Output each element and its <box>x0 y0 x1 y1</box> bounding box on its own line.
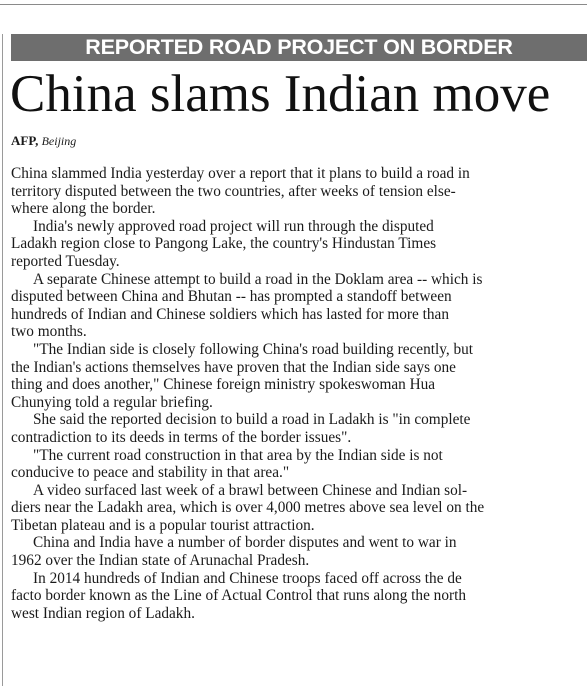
article-line: diers near the Ladakh area, which is over 4,000 metres above sea level on the <box>11 499 485 517</box>
article-line: two months. <box>11 323 87 341</box>
article-paragraph <box>11 447 587 482</box>
byline-agency: AFP, <box>11 133 39 148</box>
article-paragraph <box>11 411 587 446</box>
article-line: "The Indian side is closely following China's road building recently, but <box>33 340 474 358</box>
article-line: disputed between China and Bhutan -- has prompted a standoff between <box>11 288 452 306</box>
article-paragraph <box>11 570 587 623</box>
article-line: Chunying told a regular briefing. <box>11 393 213 411</box>
article-line: Tibetan plateau and is a popular tourist attraction. <box>11 516 315 534</box>
article-line: India's newly approved road project will run through the disputed <box>33 217 434 235</box>
top-rule <box>0 4 587 5</box>
column-rule <box>2 34 3 686</box>
article-paragraph <box>11 271 587 341</box>
article-line: A separate Chinese attempt to build a road in the Doklam area -- which is <box>33 270 483 288</box>
article-line: facto border known as the Line of Actual Control that runs along the north <box>11 587 466 605</box>
article-line: China and India have a number of border disputes and went to war in <box>33 534 457 552</box>
byline <box>11 133 76 149</box>
article-line: "The current road construction in that area by the Indian side is not <box>33 446 443 464</box>
article-line: west Indian region of Ladakh. <box>11 604 195 622</box>
article-paragraph <box>11 165 587 218</box>
article-line: territory disputed between the two countries, after weeks of tension else- <box>11 182 456 200</box>
article-paragraph <box>11 482 587 535</box>
headline: China slams Indian move <box>10 65 551 123</box>
article-line: She said the reported decision to build a road in Ladakh is "in complete <box>33 411 471 429</box>
article-line: China slammed India yesterday over a report that it plans to build a road in <box>11 165 470 182</box>
article-line: In 2014 hundreds of Indian and Chinese troops faced off across the de <box>33 569 462 587</box>
article-paragraph <box>11 218 587 271</box>
article-line: contradiction to its deeds in terms of the border issues". <box>11 428 352 446</box>
article-body <box>11 165 587 622</box>
article-line: Ladakh region close to Pangong Lake, the country's Hindustan Times <box>11 235 437 253</box>
article-paragraph <box>11 341 587 411</box>
byline-place: Beijing <box>41 134 77 148</box>
article-line: conducive to peace and stability in that area." <box>11 464 290 482</box>
article-line: thing and does another," Chinese foreign ministry spokeswoman Hua <box>11 376 436 394</box>
article-paragraph <box>11 534 587 569</box>
article-line: A video surfaced last week of a brawl between Chinese and Indian sol- <box>33 481 468 499</box>
article-line: hundreds of Indian and Chinese soldiers which has lasted for more than <box>11 305 449 323</box>
article-line: reported Tuesday. <box>11 252 120 270</box>
article-line: the Indian's actions themselves have proven that the Indian side says one <box>11 358 456 376</box>
kicker-banner: REPORTED ROAD PROJECT ON BORDER <box>11 34 587 61</box>
article-line: 1962 over the Indian state of Arunachal Pradesh. <box>11 552 310 570</box>
article-line: where along the border. <box>11 200 156 218</box>
